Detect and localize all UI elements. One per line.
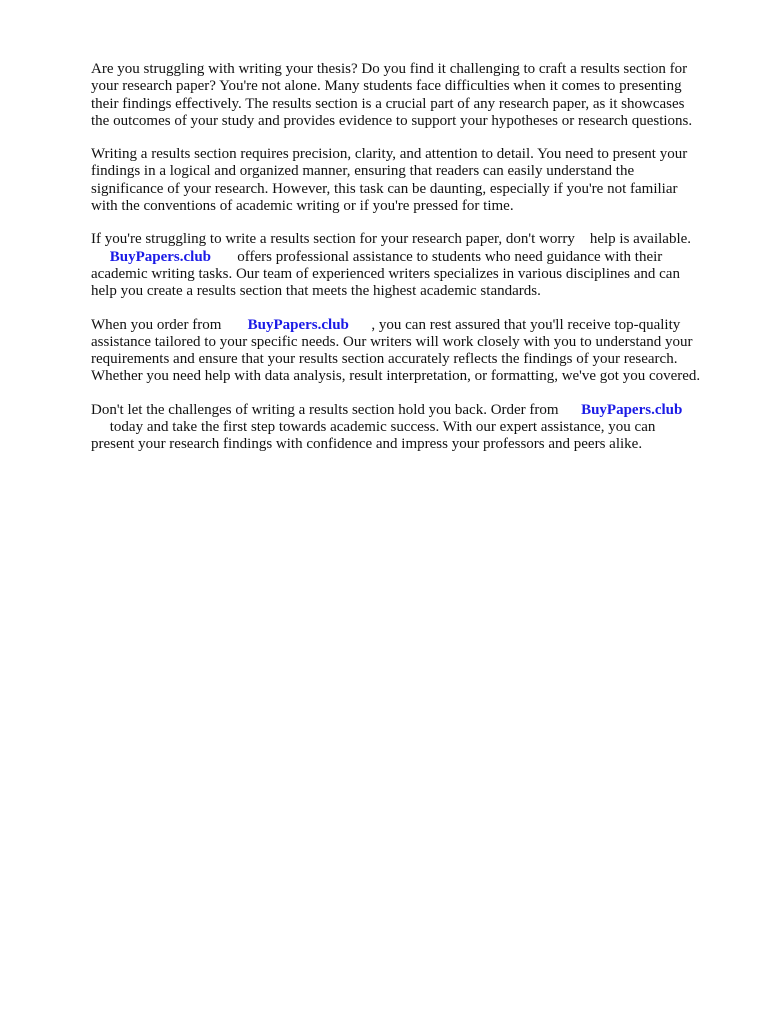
paragraph-offer [91,231,731,300]
indent [91,249,110,265]
text-line: the outcomes of your study and provides evidence to support your hypotheses or research questions. [91,112,693,129]
text-fragment: , you can rest assured that you'll receive top-quality [348,316,681,333]
text-line: significance of your research. However, this task can be daunting, especially if you're not familiar [91,180,678,197]
text-line: academic writing tasks. Our team of experienced writers specializes in various disciplines and can [91,265,680,282]
text-line: today and take the first step towards academic success. With our expert assistance, you can [91,419,656,436]
text-line: present your research findings with confidence and impress your professors and peers alike. [91,436,643,453]
buypapers-link[interactable]: BuyPapers.club [581,401,683,418]
text-line [91,249,731,266]
text-line: their findings effectively. The results section is a crucial part of any research paper, as it showcases [91,95,685,112]
text-line: Are you struggling with writing your thesis? Do you find it challenging to craft a results section for [91,61,688,77]
paragraph-closing [91,402,731,454]
text-line: help you create a results section that meets the highest academic standards. [91,283,541,300]
paragraph-order [91,317,731,386]
text-line: your research paper? You're not alone. Many students face difficulties when it comes to presenting [91,78,682,95]
text-line: with the conventions of academic writing or if you're pressed for time. [91,198,514,215]
text-line: If you're struggling to write a results section for your research paper, don't worry help is available. [91,231,692,248]
text-line: requirements and ensure that your results section accurately reflects the findings of your research. [91,351,678,368]
text-line: findings in a logical and organized manner, ensuring that readers can easily understand the [91,163,635,180]
document-body [91,61,731,470]
text-line: Writing a results section requires precision, clarity, and attention to detail. You need to present your [91,146,688,163]
text-fragment: When you order from [91,316,248,333]
paragraph-requirements [91,146,731,215]
buypapers-link[interactable]: BuyPapers.club [109,248,212,265]
buypapers-link[interactable]: BuyPapers.club [247,316,349,333]
text-fragment: Don't let the challenges of writing a results section hold you back. Order from [91,401,582,418]
text-line [91,317,731,334]
paragraph-intro [91,61,731,130]
text-line: Whether you need help with data analysis, result interpretation, or formatting, we've got you covered. [91,368,701,385]
text-line: assistance tailored to your specific needs. Our writers will work closely with you to understand your [91,333,693,350]
text-line [91,402,731,419]
text-fragment: offers professional assistance to students who need guidance with their [211,248,663,265]
